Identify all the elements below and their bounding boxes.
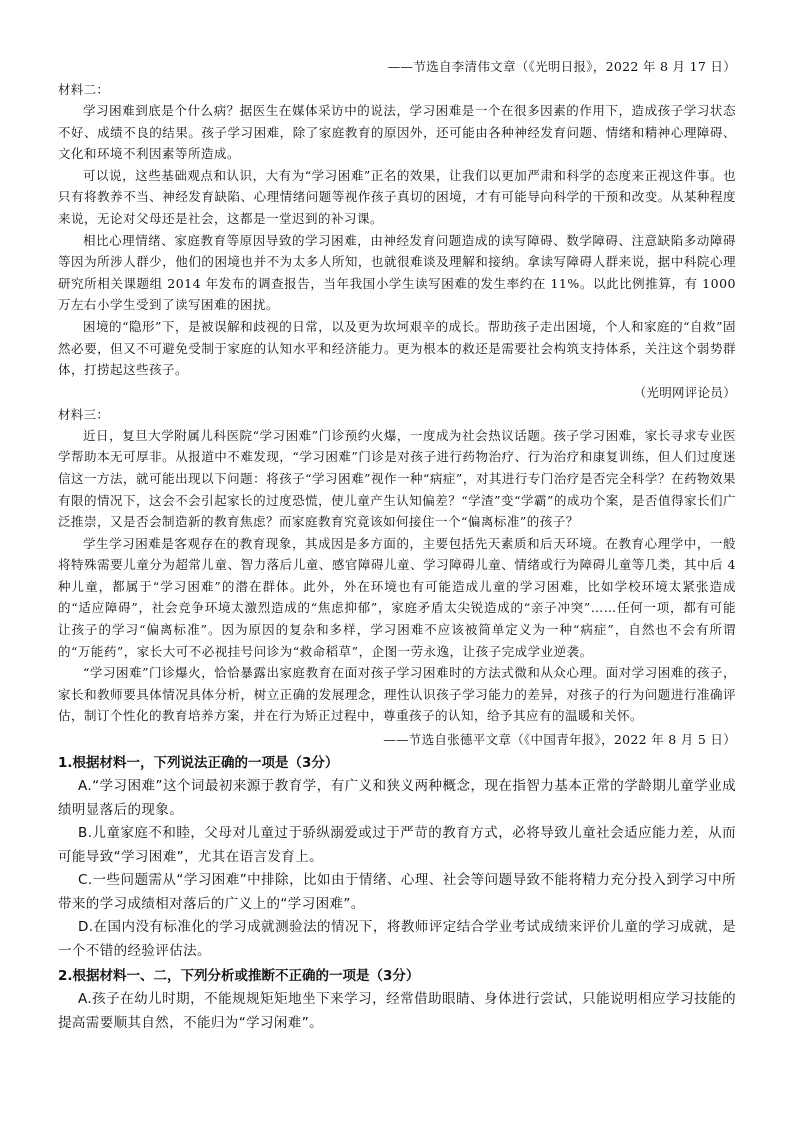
material-2-paragraph: 困境的“隐形”下，是被误解和歧视的日常，以及更为坎坷艰辛的成长。帮助孩子走出困境，个人和家庭的“自救”固然必要，但又不可避免受制于家庭的认知水平和经济能力。更为根本的救还是需要社会构筑支持体系，关注这个弱势群体，打捞起这些孩子。 [58, 318, 736, 378]
material-2-source: （光明网评论员） [633, 384, 736, 400]
material-3-paragraph: 学生学习困难是客观存在的教育现象，其成因是多方面的，主要包括先天素质和后天环境。在教育心理学中，一般将特殊需要儿童分为超常儿童、智力落后儿童、感官障碍儿童、学习障碍儿童、情绪或行为障碍儿童等几类，其中后 4 种儿童，都属于“学习困难”的潜在群体。此外，外在环境也有可能造成儿童的学习困难，比如学校环境太紧张造成的“适应障碍”，社会竞争环境太激烈造成的“焦虑抑郁”，家庭矛盾太尖锐造成的“亲子冲突”……任何一项，都有可能让孩子的学习“偏离标准”。因为原因的复杂和多样，学习困难不应该被简单定义为一种“病症”，自然也不会有所谓的“万能药”，家长大可不必视挂号问诊为“救命稻草”，企图一劳永逸，让孩子完成学业逆袭。 [58, 535, 736, 659]
question-1-option-b: B.儿童家庭不和睦，父母对儿童过于骄纵溺爱或过于严苛的教育方式，必将导致儿童社会适应能力差，从而可能导致“学习困难”，尤其在语言发育上。 [58, 825, 736, 865]
material-3-paragraph: 近日，复旦大学附属儿科医院“学习困难”门诊预约火爆，一度成为社会热议话题。孩子学习困难，家长寻求专业医学帮助本无可厚非。从报道中不难发现，“学习困难”门诊是对孩子进行药物治疗、行为治疗和康复训练，但人们过度迷信这一方法，就可能出现以下问题：将孩子“学习困难”视作一种“病症”，对其进行专门治疗是否完全科学？在药物效果有限的情况下，这会不会引起家长的过度恐慌，使儿童产生认知偏差？“学渣”变“学霸”的成功个案，是否值得家长们广泛推崇，又是否会制造新的教育焦虑？而家庭教育究竟该如何接住一个“偏离标准”的孩子？ [58, 427, 736, 530]
material-3-source: ——节选自张德平文章（《中国青年报》，2022 年 8 月 5 日） [383, 732, 736, 748]
question-1-stem: 1.根据材料一，下列说法正确的一项是（3分） [58, 755, 339, 772]
question-1-option-a: A.“学习困难”这个词最初来源于教育学，有广义和狭义两种概念，现在指智力基本正常的学龄期儿童学业成绩明显落后的现象。 [58, 778, 736, 818]
material-3-heading: 材料三： [58, 406, 110, 422]
question-1-option-d: D.在国内没有标准化的学习成就测验法的情况下，将教师评定结合学业考试成绩来评价儿童的学习成就，是一个不错的经验评估法。 [58, 919, 736, 959]
exam-page [58, 56, 736, 1035]
source-citation-1: ——节选自李清伟文章（《光明日报》，2022 年 8 月 17 日） [387, 59, 736, 74]
material-2-paragraph: 学习困难到底是个什么病？据医生在媒体采访中的说法，学习困难是一个在很多因素的作用下，造成孩子学习状态不好、成绩不良的结果。孩子学习困难，除了家庭教育的原因外，还可能由各种神经发育问题、情绪和精神心理障碍、文化和环境不利因素等所造成。 [58, 103, 736, 162]
question-1-option-c: C.一些问题需从“学习困难”中排除，比如由于情绪、心理、社会等问题导致不能将精力充分投入到学习中所带来的学习成绩相对落后的广义上的“学习困难”。 [58, 872, 736, 912]
material-2-paragraph: 相比心理情绪、家庭教育等原因导致的学习困难，由神经发育问题造成的读写障碍、数学障碍、注意缺陷多动障碍等因为所涉人群少，他们的困境也并不为太多人所知，也就很难谈及理解和接纳。拿读写障碍人群来说，据中科院心理研究所相关课题组 2014 年发布的调查报告，当年我国小学生读写困难的发生率约在 11%。以此比例推算，有 1000 万左右小学生受到了读写困难的困扰。 [58, 232, 736, 313]
material-2-heading: 材料二： [58, 82, 110, 97]
material-2-paragraph: 可以说，这些基础观点和认识，大有为“学习困难”正名的效果，让我们以更加严肃和科学的态度来正视这件事。也只有将教养不当、神经发育缺陷、心理情绪问题等视作孩子真切的困境，才有可能导向科学的干预和改变。从某种程度来说，无论对父母还是社会，这都是一堂迟到的补习课。 [58, 167, 736, 226]
question-2-stem: 2.根据材料一、二，下列分析或推断不正确的一项是（3分） [58, 968, 420, 985]
question-2-option-a: A.孩子在幼儿时期，不能规规矩矩地坐下来学习，经常借助眼睛、身体进行尝试，只能说明相应学习技能的提高需要顺其自然，不能归为“学习闲难”。 [58, 991, 736, 1031]
material-3-paragraph: “学习困难”门诊爆火，恰恰暴露出家庭教育在面对孩子学习困难时的方法式微和从众心理。面对学习困难的孩子，家长和教师要具体情况具体分析，树立正确的发展理念，理性认识孩子学习能力的差异，对孩子的行为问题进行准确评估，制订个性化的教育培养方案，并在行为矫正过程中，尊重孩子的认知，给予其应有的温暖和关怀。 [58, 665, 736, 724]
